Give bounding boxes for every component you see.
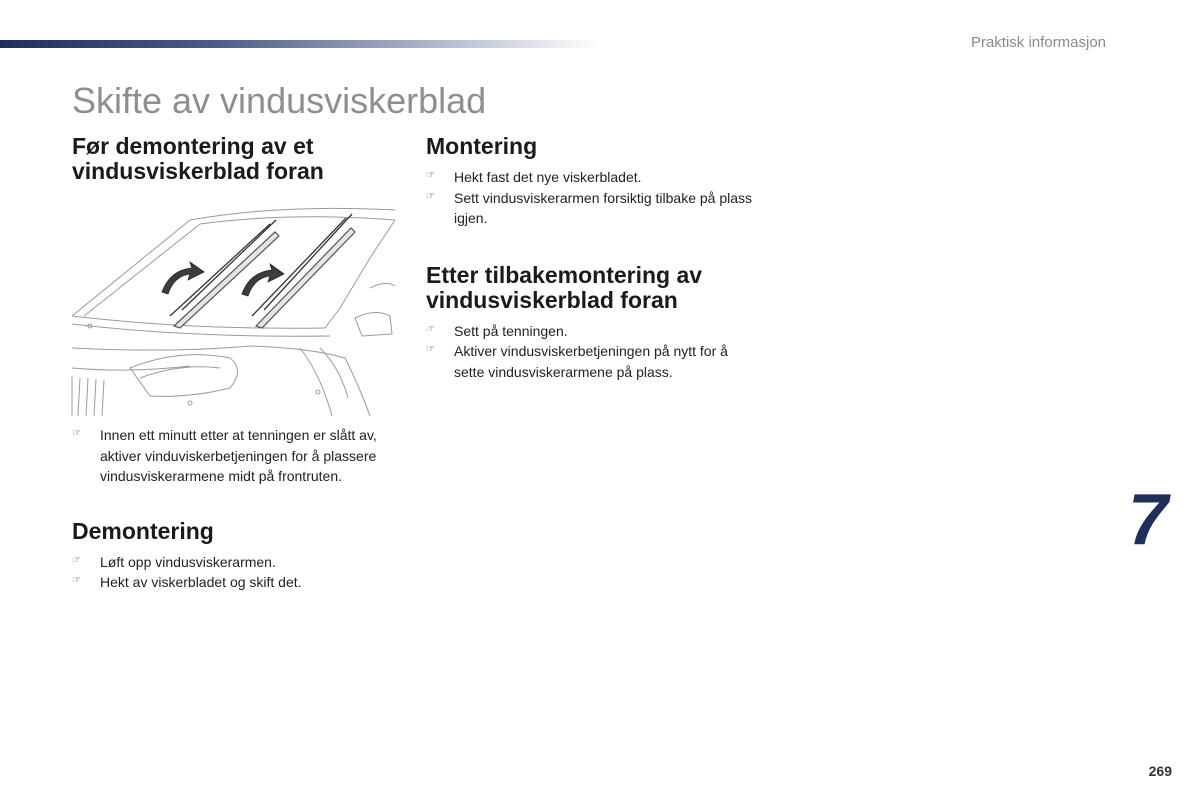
hand-pointer-icon: ☞ xyxy=(72,575,81,586)
hand-pointer-icon: ☞ xyxy=(72,428,81,439)
section-label: Praktisk informasjon xyxy=(970,34,1106,51)
page-title: Skifte av vindusviskerblad xyxy=(72,80,487,121)
list-item: ☞ Hekt av viskerbladet og skift det. xyxy=(72,574,302,590)
hand-pointer-icon: ☞ xyxy=(426,344,435,355)
heading-removal: Demontering xyxy=(72,517,214,544)
lift-arrow-icon-2 xyxy=(242,264,284,296)
after-reinstall-steps-list xyxy=(426,321,756,383)
removal-steps-list xyxy=(72,552,392,593)
list-item: ☞ Hekt fast det nye viskerbladet. xyxy=(426,169,642,185)
list-item: ☞ Løft opp vindusviskerarmen. xyxy=(72,553,276,570)
list-item: ☞ Sett vindusviskerarmen forsiktig tilbake på plass igjen. xyxy=(426,189,753,226)
lift-arrow-icon-1 xyxy=(162,262,204,294)
heading-mounting: Montering xyxy=(426,133,538,159)
list-item: ☞ Sett på tenningen. xyxy=(426,322,568,339)
list-item: ☞ Innen ett minutt etter at tenningen er slått av, aktiver vinduviskerbetjeningen for å plassere vindusviskerarmene midt på frontruten. xyxy=(72,427,377,484)
hand-pointer-icon: ☞ xyxy=(426,170,435,181)
hand-pointer-icon: ☞ xyxy=(72,554,81,566)
mounting-steps-list xyxy=(426,167,756,229)
middle-column xyxy=(426,134,756,382)
heading-before-removal: Før demontering av et vindusviskerblad foran xyxy=(72,133,324,184)
hand-pointer-icon: ☞ xyxy=(426,323,435,335)
header-accent-bar xyxy=(0,40,600,48)
windshield-wiper-illustration xyxy=(70,198,396,416)
chapter-number: 7 xyxy=(1127,480,1168,560)
heading-after-reinstall: Etter tilbakemontering av vindusviskerblad foran xyxy=(426,261,703,313)
list-item: ☞ Aktiver vindusviskerbetjeningen på nytt for å sette vindusviskerarmene på plass. xyxy=(426,343,728,380)
intro-steps-list xyxy=(72,425,392,487)
page-number: 269 xyxy=(1148,763,1172,779)
hand-pointer-icon: ☞ xyxy=(426,190,435,202)
left-column xyxy=(72,134,392,593)
